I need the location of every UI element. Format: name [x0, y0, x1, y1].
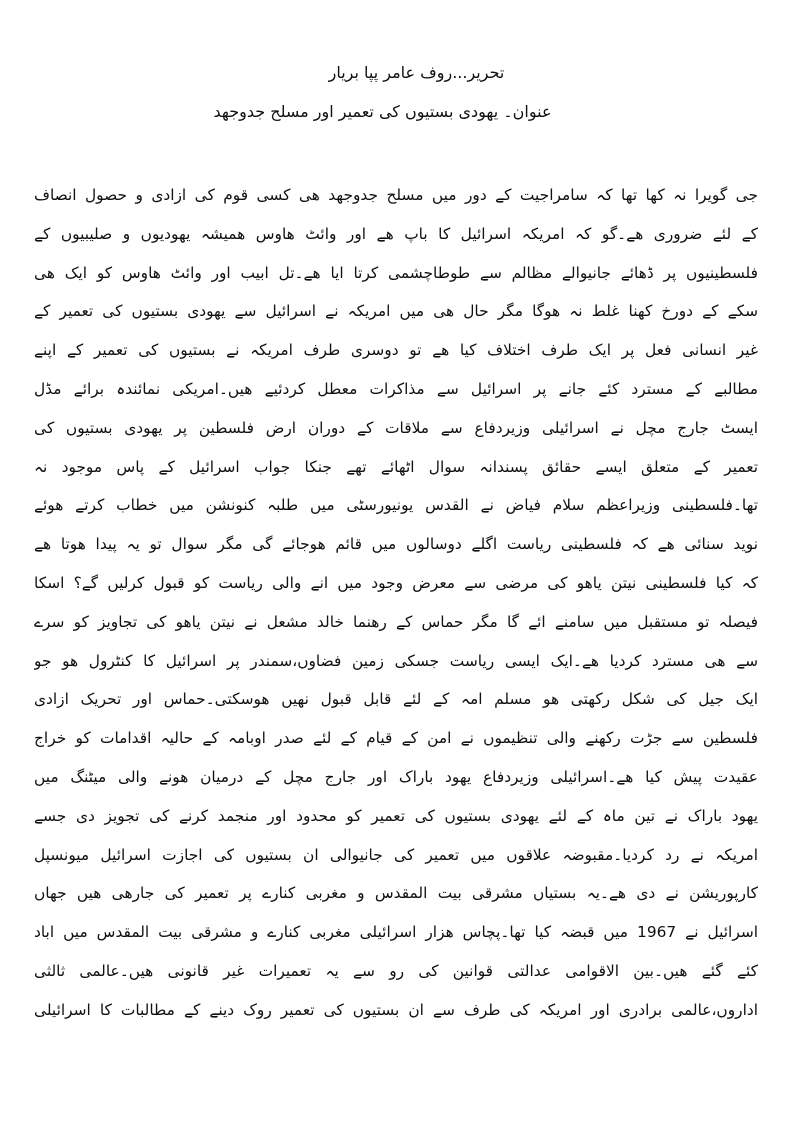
- body-line: اسرائیل نے 1967 میں قبضہ کیا تھا۔پچاس ھزار اسرائیلی مغربی کنارے و مشرقی بیت المقدس میں اباد: [34, 923, 758, 942]
- body-line: تھا۔فلسطینی وزیراعظم سلام فیاض نے القدس یونیورسٹی میں طلبہ کنونشن میں خطاب کرتے ھوئے: [34, 496, 758, 515]
- body-line: کئے گئے ھیں۔بین الاقوامی عدالتی قوانین کی رو سے یہ تعمیرات غیر قانونی ھیں۔عالمی ثالثی: [34, 961, 758, 980]
- body-line: ایک جیل کی شکل رکھتی ھو مسلم امہ کے لئے قابل قبول نھیں ھوسکتی۔حماس اور تحریک ازادی: [34, 690, 758, 709]
- body-line: سکے کے دورخ کھنا غلط نہ ھوگا مگر حال ھی میں امریکہ نے اسرائیل سے یھودی بستیوں کی تعمیر کے: [34, 302, 758, 321]
- body-line: جی گویرا نہ کھا تھا کہ سامراجیت کے دور میں مسلح جدوجھد ھی کسی قوم کی ازادی و حصول انصاف: [34, 186, 758, 204]
- body-line: کارپوریشن نے دی ھے۔یہ بستیاں مشرقی بیت المقدس و مغربی کنارے پر تعمیر کی جارھی ھیں جھاں: [34, 884, 758, 903]
- body-line: عقیدت پیش کیا ھے۔اسرائیلی وزیردفاع یھود باراک اور جارج مچل کے درمیان ھونے والی میٹنگ میں: [34, 767, 758, 786]
- body-line: کہ کیا فلسطینی نیتن یاھو کی مرضی سے معرض وجود میں انے والی ریاست کو قبول کرلیں گے؟ اسکا: [34, 573, 758, 592]
- body-line: اداروں،عالمی برادری اور امریکہ کی طرف سے ان بستیوں کی تعمیر روک دینے کے مطالبات کا اسرائیلی: [34, 1000, 758, 1019]
- body-line: امریکہ نے رد کردیا۔مقبوضہ علاقوں میں تعمیر کی جانیوالی ان بستیوں کی اجازت اسرائیل میونسپل: [34, 845, 758, 864]
- body-line: مطالبے کے مسترد کئے جانے پر اسرائیل سے مذاکرات معطل کردئیے ھیں۔امریکی نمائندہ برائے مڈل: [34, 379, 758, 398]
- body-line: فلسطین سے جڑت رکھنے والی تنظیموں نے امن کے قیام کے لئے صدر اوبامہ کے حالیہ اقدامات کو خراج: [34, 729, 758, 748]
- author-line: تحریر...روف عامر پپا بریار: [328, 63, 505, 82]
- title-line: عنوان۔ یھودی بستیوں کی تعمیر اور مسلح جدوجھد: [213, 102, 552, 121]
- article-body: [34, 176, 758, 1030]
- body-line: کے لئے ضروری ھے۔گو کہ امریکہ اسرائیل کا باپ ھے اور وائٹ ھاوس ھمیشہ یھودیوں و صلیبیوں کے: [34, 224, 758, 243]
- body-line: سے ھی مسترد کردیا ھے۔ایک ایسی ریاست جسکی زمین فضاوں،سمندر پر اسرائیل کا کنٹرول ھو جو: [34, 651, 758, 670]
- body-line: یھود باراک نے تین ماہ کے لئے یھودی بستیوں کی تعمیر کو محدود اور منجمد کرنے کی تجویز دی جسے: [34, 806, 758, 825]
- body-line: ایسٹ جارج مچل نے اسرائیلی وزیردفاع سے ملاقات کے دوران ارض فلسطین پر یھودی بستیوں کی: [34, 418, 758, 437]
- body-line: فیصلہ تو مستقبل میں سامنے ائے گا مگر حماس کے رھنما خالد مشعل نے نیتن یاھو کی تجاویز کو سرے: [34, 612, 758, 631]
- body-line: نوید سنائی ھے کہ فلسطینی ریاست اگلے دوسالوں میں قائم ھوجائے گی مگر سوال تو یہ پیدا ھوتا ھے: [34, 535, 758, 554]
- body-line: فلسطینیوں پر ڈھائے جانیوالے مظالم سے طوطاچشمی کرتا ایا ھے۔تل ابیب اور وائٹ ھاوس کو ایک ھی: [34, 263, 758, 282]
- body-line: غیر انسانی فعل پر ایک طرف اختلاف کیا ھے تو دوسری طرف امریکہ نے بستیوں کی تعمیر کے اپنے: [34, 341, 758, 360]
- body-line: تعمیر کے متعلق ایسے حقائق پسندانہ سوال اٹھائے تھے جنکا جواب اسرائیل کے پاس موجود نہ: [34, 457, 758, 476]
